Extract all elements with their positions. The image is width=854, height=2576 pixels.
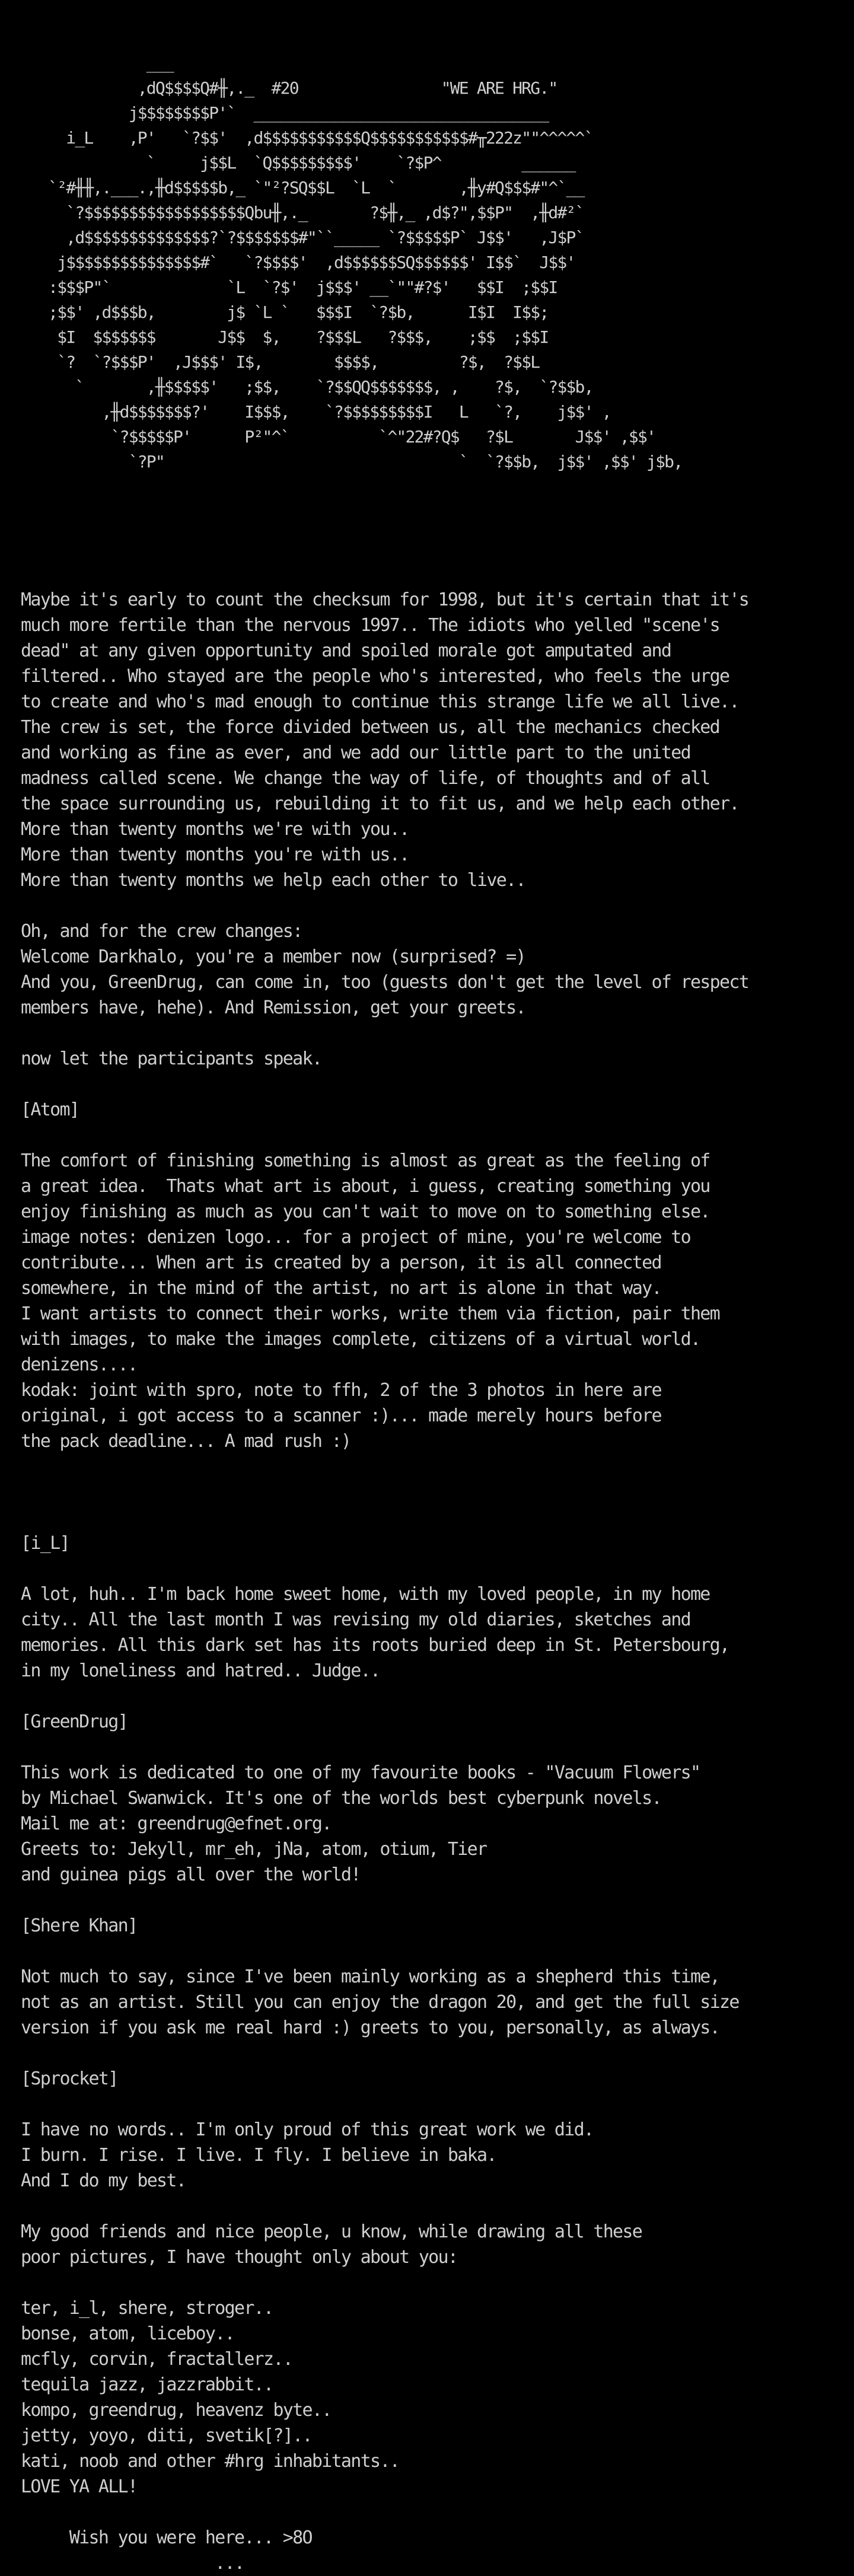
ascii-art-line: `²#╫╫,.___.,╫d$$$$$b,_ `"²?SQ$$L `L ` ,╫y#Q$$$#"^`__	[21, 178, 584, 197]
ascii-art-line: ` ,╫$$$$$' ;$$, `?$$QQ$$$$$$$, , ?$, `?$$b,	[21, 377, 593, 397]
text-line: More than twenty months we help each other to live..	[21, 870, 525, 891]
text-line: filtered.. Who stayed are the people who's interested, who feels the urge	[21, 666, 729, 687]
section-heading: [Shere Khan]	[21, 1915, 138, 1936]
text-line: Mail me at: greendrug@efnet.org.	[21, 1813, 332, 1834]
ascii-art-line: ,d$$$$$$$$$$$$$$?`?$$$$$$$#"``_____ `?$$$$$P` J$$' ,J$P`	[21, 228, 584, 247]
text-line: a great idea. Thats what art is about, i guess, creating something you	[21, 1176, 710, 1197]
text-line	[21, 2092, 839, 2117]
ascii-art-line: :$$$P"` `L `?$' j$$$' __`""#?$' $$I ;$$I	[21, 278, 557, 297]
text-line: Greets to: Jekyll, mr_eh, jNa, atom, otium, Tier	[21, 1839, 487, 1860]
text-line: More than twenty months we're with you..	[21, 819, 409, 840]
text-line: Wish you were here... >8O	[21, 2527, 312, 2548]
text-line: kati, noob and other #hrg inhabitants..	[21, 2451, 400, 2472]
text-line: denizens....	[21, 1354, 138, 1375]
text-line: This work is dedicated to one of my favourite books - "Vacuum Flowers"	[21, 1762, 700, 1783]
text-line: much more fertile than the nervous 1997.. The idiots who yelled "scene's	[21, 615, 720, 636]
text-line	[21, 1454, 839, 1480]
text-line: kodak: joint with spro, note to ffh, 2 of the 3 photos in here are	[21, 1380, 661, 1401]
text-line: Not much to say, since I've been mainly working as a shepherd this time,	[21, 1966, 720, 1987]
text-line: jetty, yoyo, diti, svetik[?]..	[21, 2425, 312, 2446]
text-line: The crew is set, the force divided between us, all the mechanics checked	[21, 717, 720, 738]
text-line: I have no words.. I'm only proud of this great work we did.	[21, 2119, 594, 2140]
text-line: More than twenty months you're with us..	[21, 844, 409, 865]
text-line: ter, i_l, shere, stroger..	[21, 2298, 273, 2319]
text-line: original, i got access to a scanner :)... made merely hours before	[21, 1405, 661, 1426]
text-line: mcfly, corvin, fractallerz..	[21, 2349, 293, 2370]
text-line: bonse, atom, liceboy..	[21, 2323, 234, 2344]
section-heading: [GreenDrug]	[21, 1711, 128, 1732]
text-line: and working as fine as ever, and we add our little part to the united	[21, 742, 690, 763]
text-line: now let the participants speak.	[21, 1048, 322, 1069]
ascii-art-line: ___	[21, 53, 173, 73]
text-line	[21, 1939, 839, 1964]
text-line: version if you ask me real hard :) greets to you, personally, as always.	[21, 2017, 720, 2038]
text-line	[21, 893, 839, 919]
text-line: with images, to make the images complete, citizens of a virtual world.	[21, 1329, 700, 1350]
text-line: My good friends and nice people, u know, while drawing all these	[21, 2221, 642, 2242]
text-line	[21, 1888, 839, 1913]
text-line: A lot, huh.. I'm back home sweet home, with my loved people, in my home	[21, 1584, 710, 1605]
text-line	[21, 2500, 839, 2525]
text-line: the space surrounding us, rebuilding it to fit us, and we help each other.	[21, 793, 739, 814]
text-line: not as an artist. Still you can enjoy the dragon 20, and get the full size	[21, 1992, 739, 2013]
text-line: city.. All the last month I was revising my old diaries, sketches and	[21, 1609, 690, 1630]
text-line	[21, 1735, 839, 1760]
text-line	[21, 1123, 839, 1148]
text-line: And I do my best.	[21, 2170, 186, 2191]
text-line: memories. All this dark set has its roots buried deep in St. Petersbourg,	[21, 1635, 729, 1656]
section-heading: [Sprocket]	[21, 2068, 118, 2089]
text-line: ...	[21, 2553, 244, 2574]
ascii-art-line: $I $$$$$$$ J$$ $, ?$$$L ?$$$, ;$$ ;$$I	[21, 327, 549, 347]
ascii-art-line: `? `?$$$P' ,J$$$' I$, $$$$, ?$, ?$$L	[21, 352, 540, 372]
text-line	[21, 2270, 839, 2296]
ascii-art-line: `?P" ` `?$$b, j$$' ,$$' j$b,	[21, 452, 683, 471]
text-line: LOVE YA ALL!	[21, 2476, 138, 2497]
text-line: Welcome Darkhalo, you're a member now (surprised? =)	[21, 946, 525, 967]
text-line: Oh, and for the crew changes:	[21, 921, 302, 942]
text-line	[21, 1480, 839, 1505]
section-heading: [i_L]	[21, 1533, 69, 1554]
hrg-ascii-logo	[21, 51, 840, 474]
ascii-art-line: i_L ,P' `?$$' ,d$$$$$$$$$$$Q$$$$$$$$$$$#╥222z""^^^^^`	[21, 128, 593, 148]
text-line: I want artists to connect their works, write them via fiction, pair them	[21, 1303, 720, 1324]
text-line: members have, hehe). And Remission, get your greets.	[21, 997, 525, 1018]
text-line: the pack deadline... A mad rush :)	[21, 1431, 351, 1452]
ascii-art-line: ,╫d$$$$$$$?' I$$$, `?$$$$$$$$$I L `?, j$$' ,	[21, 402, 611, 422]
ascii-art-line: `?$$$$$P' P²"^` `^"22#?Q$ ?$L J$$' ,$$'	[21, 427, 656, 447]
text-line: And you, GreenDrug, can come in, too (guests don't get the level of respect	[21, 972, 749, 993]
text-line: kompo, greendrug, heavenz byte..	[21, 2400, 332, 2421]
text-line: tequila jazz, jazzrabbit..	[21, 2374, 273, 2395]
ascii-art-line: j$$$$$$$$$$$$$$$#` `?$$$$' ,d$$$$$$SQ$$$$$$' I$$` J$$'	[21, 253, 575, 272]
text-line: and guinea pigs all over the world!	[21, 1864, 361, 1885]
text-line: poor pictures, I have thought only about you:	[21, 2247, 458, 2268]
text-line: enjoy finishing as much as you can't wait to move on to something else.	[21, 1201, 710, 1222]
text-line: I burn. I rise. I live. I fly. I believe in baka.	[21, 2145, 496, 2166]
text-line	[21, 2194, 839, 2219]
ascii-art-line: ,dQ$$$$Q#╫,._ #20 "WE ARE HRG."	[21, 78, 557, 98]
ascii-art-line: ;$$' ,d$$$b, j$ `L ` $$$I `?$b, I$I I$$;	[21, 302, 549, 322]
text-line: to create and who's mad enough to continue this strange life we all live..	[21, 691, 739, 712]
text-line: contribute... When art is created by a person, it is all connected	[21, 1252, 661, 1273]
section-heading: [Atom]	[21, 1099, 79, 1120]
text-line	[21, 1556, 839, 1582]
text-line	[21, 1684, 839, 1709]
text-line	[21, 1505, 839, 1531]
text-line: image notes: denizen logo... for a project of mine, you're welcome to	[21, 1227, 690, 1248]
info-text	[21, 587, 839, 2576]
text-line: in my loneliness and hatred.. Judge..	[21, 1660, 380, 1681]
ascii-art-line: j$$$$$$$$P'` _________________________________	[21, 103, 549, 123]
text-line	[21, 2041, 839, 2066]
text-line: dead" at any given opportunity and spoiled morale got amputated and	[21, 640, 671, 661]
ascii-art-line: ` j$$L `Q$$$$$$$$$' `?$P^ ______	[21, 153, 575, 173]
text-line: The comfort of finishing something is almost as great as the feeling of	[21, 1150, 710, 1171]
ascii-art-line: `?$$$$$$$$$$$$$$$$$$Qbu╫,._ ?$╫,_ ,d$?",$$P" ,╫d#²`	[21, 203, 584, 222]
text-line: by Michael Swanwick. It's one of the worlds best cyberpunk novels.	[21, 1788, 661, 1809]
text-line: madness called scene. We change the way of life, of thoughts and of all	[21, 768, 710, 789]
text-line: somewhere, in the mind of the artist, no art is alone in that way.	[21, 1278, 661, 1299]
text-line	[21, 1021, 839, 1046]
text-line	[21, 1072, 839, 1097]
text-line: Maybe it's early to count the checksum for 1998, but it's certain that it's	[21, 589, 749, 610]
